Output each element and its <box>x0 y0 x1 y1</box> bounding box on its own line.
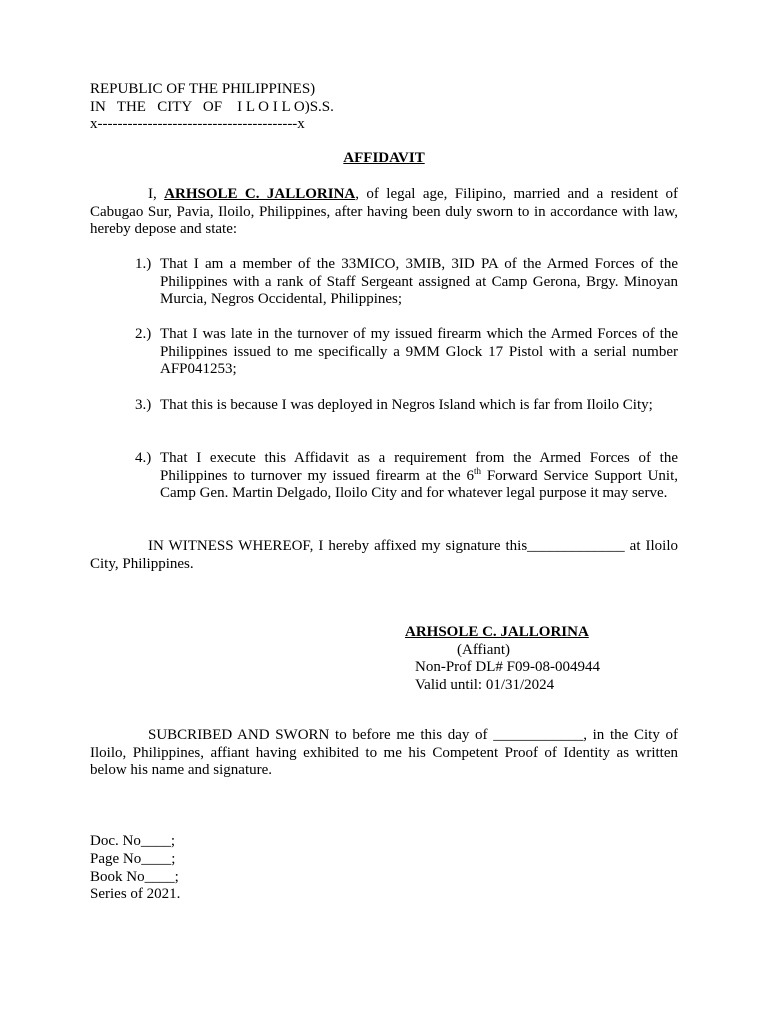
affiant-role: (Affiant) <box>457 641 511 658</box>
statement-item-4 <box>135 450 678 503</box>
license-number: Non-Prof DL# F09-08-004944 <box>415 659 600 676</box>
series-year: Series of 2021. <box>90 886 181 902</box>
item-text: That this is because I was deployed in Negros Island which is far from Iloilo City; <box>160 397 653 413</box>
caption-separator: x----------------------------------------x <box>90 116 305 132</box>
item-number: 2.) <box>135 326 152 342</box>
page-number: Page No____; <box>90 851 176 867</box>
book-number: Book No____; <box>90 869 179 885</box>
statement-item-1 <box>135 256 678 309</box>
doc-number: Doc. No____; <box>90 833 175 849</box>
caption-republic: REPUBLIC OF THE PHILIPPINES) <box>90 81 316 97</box>
item-text <box>160 450 678 503</box>
caption-city: IN THE CITY OF I L O I L O)S.S. <box>90 99 334 115</box>
affiant-signature-name: ARHSOLE C. JALLORINA <box>405 624 589 640</box>
item-text: That I was late in the turnover of my issued firearm which the Armed Forces of the Philippines issued to me specifically a 9MM Glock 17 Pistol with a serial number AFP041253; <box>160 326 678 378</box>
jurat-paragraph <box>90 727 678 780</box>
item-text: That I am a member of the 33MICO, 3MIB, 3ID PA of the Armed Forces of the Philippines with a rank of Staff Sergeant assigned at Camp Gerona, Brgy. Minoyan Murcia, Negros Occidental, Philippines; <box>160 256 678 308</box>
signature-block <box>405 624 645 694</box>
jurat-text: SUBCRIBED AND SWORN to before me this day of ____________, in the City of Iloilo, Philippines, affiant having exhibited to me his Competent Proof of Identity as written below his name and signature. <box>90 727 678 779</box>
item-number: 3.) <box>135 397 152 413</box>
item-number: 4.) <box>135 450 152 466</box>
item-number: 1.) <box>135 256 152 272</box>
license-validity: Valid until: 01/31/2024 <box>415 676 555 693</box>
item-text-part-a: That I execute this Affidavit as a requirement from the Armed Forces of the Philippines to turnover my issued firearm at the 6 <box>160 450 678 484</box>
intro-text: , of legal age, Filipino, married and a resident of Cabugao Sur, Pavia, Iloilo, Philippines, after having been duly sworn to in accordance with law, hereby depose and state: <box>90 186 679 238</box>
intro-prefix: I, <box>148 186 165 202</box>
intro-paragraph <box>90 186 678 239</box>
affiant-name-inline: ARHSOLE C. JALLORINA <box>164 186 356 202</box>
statement-item-2 <box>135 326 678 379</box>
statement-item-3 <box>135 397 678 415</box>
witness-paragraph <box>90 538 678 573</box>
witness-text: IN WITNESS WHEREOF, I hereby affixed my signature this_____________ at Iloilo City, Philippines. <box>90 538 678 572</box>
ordinal-suffix: th <box>473 465 481 476</box>
item-text-part-b: Forward Service Support Unit, Camp Gen. Martin Delgado, Iloilo City and for whatever legal purpose it may serve. <box>160 467 678 502</box>
document-title: AFFIDAVIT <box>343 150 425 166</box>
